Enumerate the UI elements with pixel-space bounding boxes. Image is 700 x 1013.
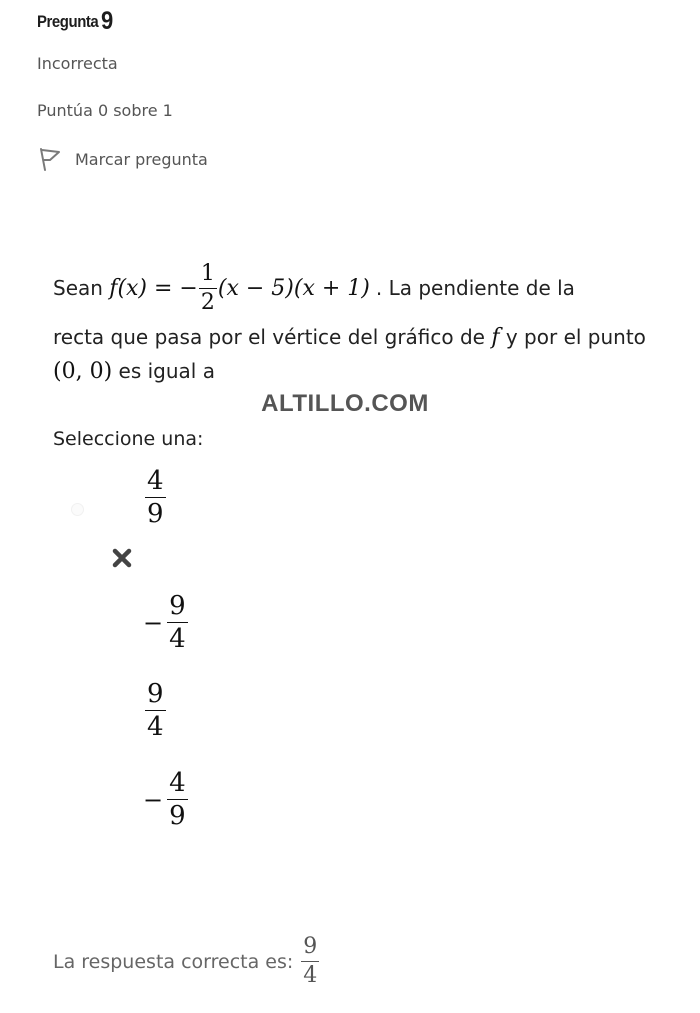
option-4-numerator: 4 bbox=[169, 768, 186, 798]
option-1-denominator: 9 bbox=[147, 499, 164, 529]
question-label: Pregunta bbox=[37, 12, 99, 31]
question-number: 9 bbox=[100, 7, 113, 35]
option-1-numerator: 4 bbox=[147, 466, 164, 496]
option-2-sign: − bbox=[143, 608, 164, 637]
feedback-fraction bbox=[301, 936, 319, 987]
answer-prompt: Seleccione una: bbox=[53, 428, 204, 450]
flag-icon bbox=[37, 146, 63, 172]
option-4-sign: − bbox=[143, 785, 164, 814]
option-2-numerator: 9 bbox=[169, 591, 186, 621]
intro-text: Sean bbox=[53, 276, 103, 300]
f-symbol: f bbox=[491, 324, 500, 350]
feedback-numerator: 9 bbox=[303, 934, 318, 959]
option-4[interactable] bbox=[143, 770, 188, 829]
fraction-bar bbox=[199, 288, 217, 289]
question-text-line-3 bbox=[53, 354, 698, 388]
option-1-fraction bbox=[145, 468, 166, 527]
option-1[interactable] bbox=[145, 468, 166, 527]
correct-answer-feedback bbox=[53, 936, 319, 987]
question-info bbox=[37, 6, 337, 169]
question-title bbox=[37, 6, 301, 36]
flag-question-link[interactable] bbox=[37, 146, 208, 172]
option-3-numerator: 9 bbox=[147, 679, 164, 709]
option-2[interactable] bbox=[143, 593, 188, 652]
option-4-fraction bbox=[167, 770, 188, 829]
coefficient-numerator: 1 bbox=[200, 260, 215, 286]
feedback-denominator: 4 bbox=[303, 963, 318, 988]
question-text bbox=[53, 258, 698, 388]
incorrect-cross-icon bbox=[110, 546, 134, 570]
flag-label: Marcar pregunta bbox=[75, 149, 208, 169]
fraction-bar bbox=[167, 799, 188, 800]
fraction-bar bbox=[145, 497, 166, 498]
option-1-radio[interactable] bbox=[71, 503, 84, 516]
coefficient-fraction bbox=[199, 260, 217, 315]
option-3[interactable] bbox=[145, 681, 166, 740]
coefficient-denominator: 2 bbox=[200, 289, 215, 315]
sentence-part-3: es igual a bbox=[118, 359, 215, 383]
sentence-part-1: . La pendiente de la bbox=[375, 276, 575, 300]
option-2-denominator: 4 bbox=[169, 624, 186, 654]
sentence-part-2a: recta que pasa por el vértice del gráfico de bbox=[53, 325, 485, 349]
option-3-denominator: 4 bbox=[147, 712, 164, 742]
option-4-denominator: 9 bbox=[169, 801, 186, 831]
question-text-line-1 bbox=[53, 258, 698, 318]
point-expression: (0, 0) bbox=[53, 358, 113, 384]
option-3-fraction bbox=[145, 681, 166, 740]
function-rhs: (x − 5)(x + 1) bbox=[217, 275, 370, 301]
watermark: ALTILLO.COM bbox=[261, 390, 429, 417]
question-text-line-2 bbox=[53, 320, 698, 354]
function-lhs: f(x) = − bbox=[109, 275, 198, 301]
question-state: Incorrecta bbox=[37, 54, 118, 73]
option-2-fraction bbox=[167, 593, 188, 652]
sentence-part-2b: y por el punto bbox=[505, 325, 646, 349]
question-grade: Puntúa 0 sobre 1 bbox=[37, 101, 173, 120]
fraction-bar bbox=[301, 961, 319, 962]
feedback-label: La respuesta correcta es: bbox=[53, 950, 294, 973]
fraction-bar bbox=[145, 710, 166, 711]
fraction-bar bbox=[167, 622, 188, 623]
